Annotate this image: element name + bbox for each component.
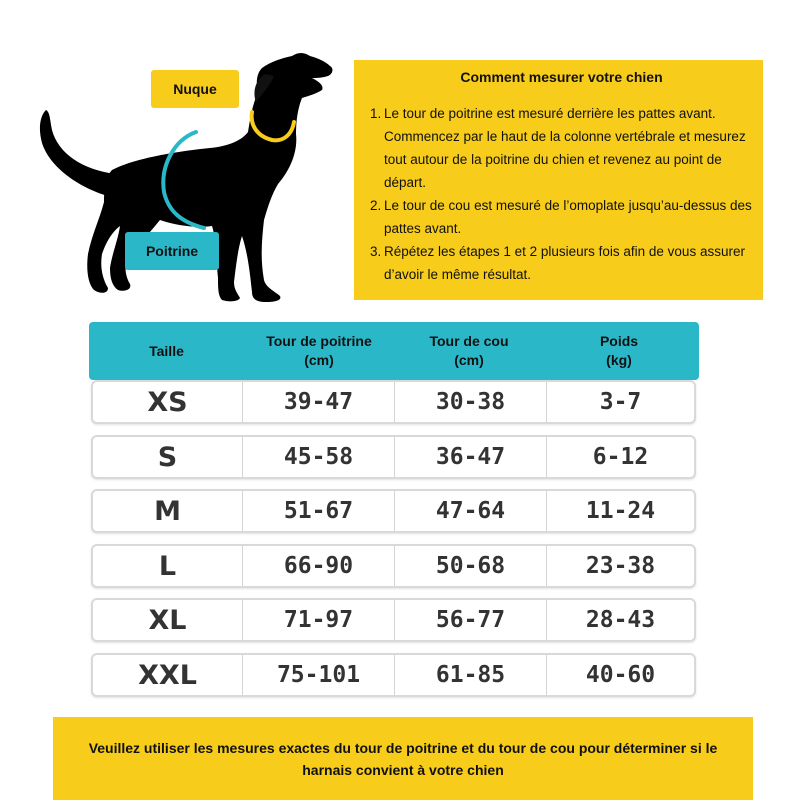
step-text: Le tour de poitrine est mesuré derrière les pattes avant. Commencez par le haut de la colonne vertébrale et mesurez tout autour de la poitrine du chien et revenez au point de départ. <box>384 106 746 190</box>
neck-cell: 36-47 <box>395 437 547 477</box>
neck-cell: 61-85 <box>395 655 547 695</box>
table-row <box>91 653 696 697</box>
dog-tail <box>40 110 116 196</box>
footer-note <box>53 717 753 800</box>
poitrine-label: Poitrine <box>125 232 219 270</box>
table-row <box>91 380 696 424</box>
instruction-step <box>370 194 753 240</box>
weight-cell: 11-24 <box>585 498 656 524</box>
nuque-label: Nuque <box>151 70 239 108</box>
chest-cell: 66-90 <box>243 546 395 586</box>
weight-cell: 6-12 <box>592 444 649 470</box>
table-row <box>91 544 696 588</box>
step-number: 2. <box>370 198 382 213</box>
chest-cell: 71-97 <box>243 600 395 640</box>
step-text: Répétez les étapes 1 et 2 plusieurs fois afin de vous assurer d’avoir le même résultat. <box>384 244 745 282</box>
step-number: 1. <box>370 106 382 121</box>
size-cell: XXL <box>93 655 243 695</box>
table-row <box>91 598 696 642</box>
header-tour-de-poitrine: Tour de poitrine (cm) <box>266 333 372 368</box>
table-header <box>89 322 699 380</box>
weight-cell: 23-38 <box>585 553 656 579</box>
step-number: 3. <box>370 244 382 259</box>
instructions-list <box>370 102 753 286</box>
neck-cell: 50-68 <box>395 546 547 586</box>
footer-text: Veuillez utiliser les mesures exactes du tour de poitrine et du tour de cou pour déterminer si le harnais convient à votre chien <box>88 739 718 778</box>
size-cell: M <box>93 491 243 531</box>
instruction-step <box>370 240 753 286</box>
header-taille: Taille <box>149 342 184 359</box>
size-cell: XL <box>93 600 243 640</box>
header-tour-de-cou: Tour de cou (cm) <box>429 333 509 368</box>
neck-cell: 47-64 <box>395 491 547 531</box>
size-cell: XS <box>93 382 243 422</box>
size-table <box>89 322 699 691</box>
chest-cell: 45-58 <box>243 437 395 477</box>
neck-cell: 56-77 <box>395 600 547 640</box>
table-row <box>91 489 696 533</box>
chest-cell: 39-47 <box>243 382 395 422</box>
instructions-title: Comment mesurer votre chien <box>460 69 663 85</box>
table-row <box>91 435 696 479</box>
instruction-step <box>370 102 753 194</box>
chest-cell: 51-67 <box>243 491 395 531</box>
weight-cell: 3-7 <box>599 389 642 415</box>
weight-cell: 40-60 <box>585 662 656 688</box>
size-cell: L <box>93 546 243 586</box>
neck-cell: 30-38 <box>395 382 547 422</box>
header-poids: Poids (kg) <box>599 333 639 368</box>
instructions-box <box>354 60 763 300</box>
weight-cell: 28-43 <box>585 607 656 633</box>
chest-cell: 75-101 <box>243 655 395 695</box>
step-text: Le tour de cou est mesuré de l’omoplate jusqu’au-dessus des pattes avant. <box>384 198 752 236</box>
size-cell: S <box>93 437 243 477</box>
